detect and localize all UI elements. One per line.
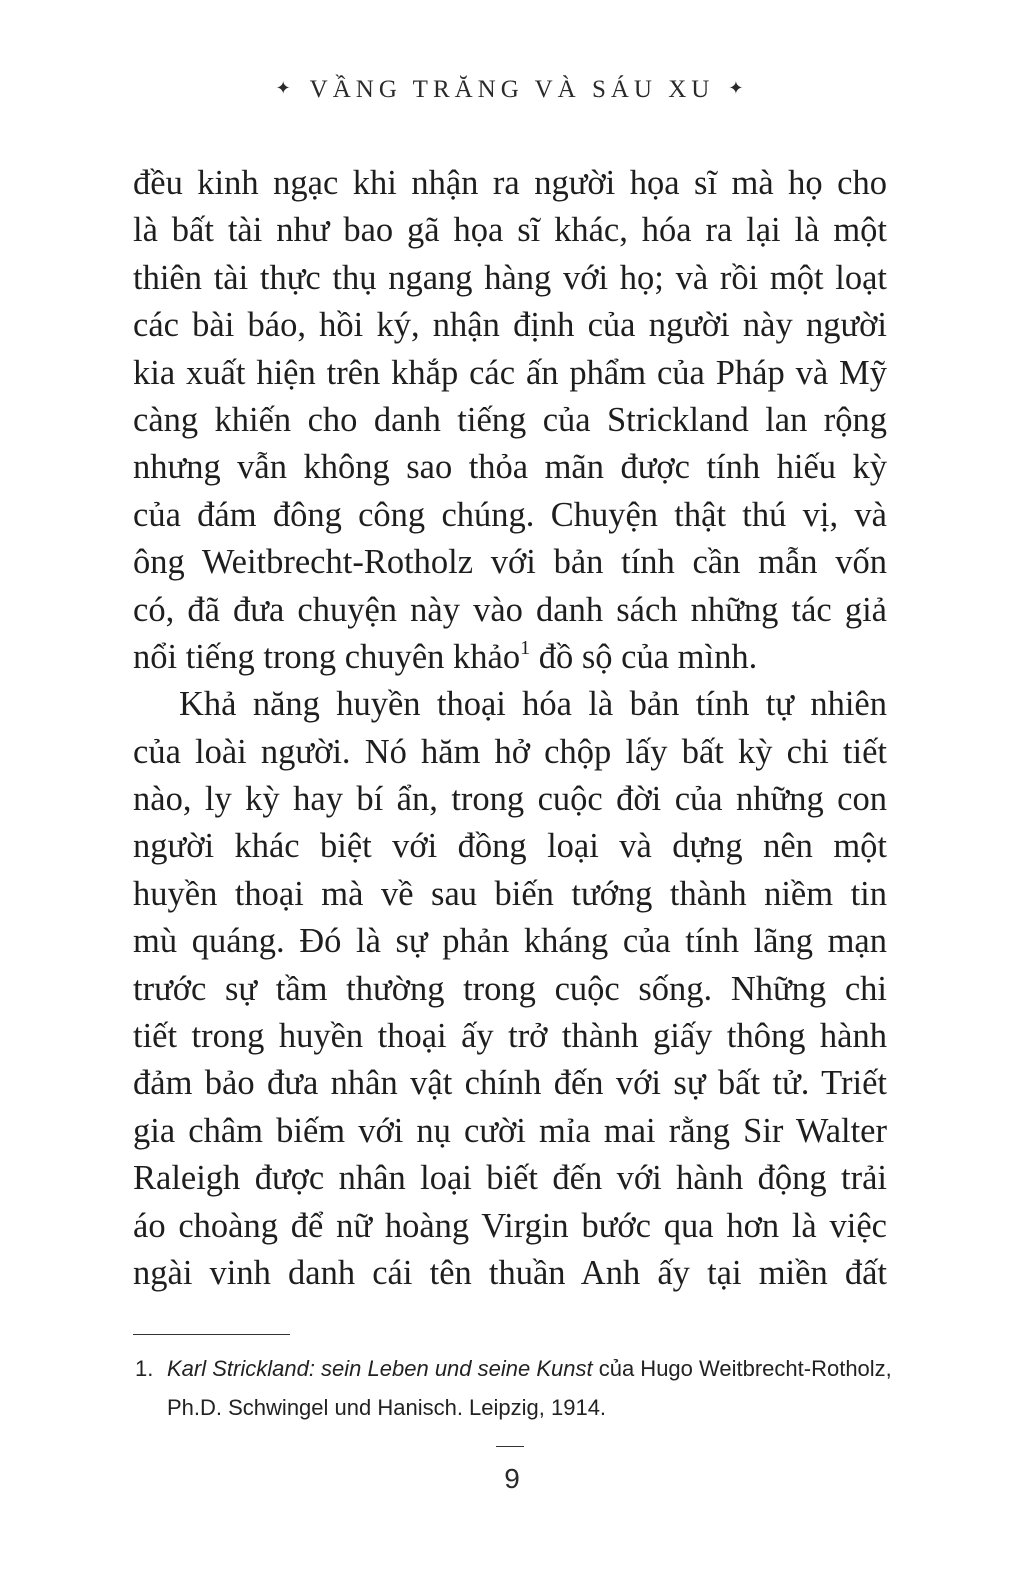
body-text (133, 160, 887, 1297)
text-line-with-footnote (133, 634, 887, 681)
text-line: có, đã đưa chuyện này vào danh sách những tác giả (133, 590, 887, 629)
text-line: đảm bảo đưa nhân vật chính đến với sự bất tử. Triết (133, 1064, 887, 1103)
footnote-text: của Hugo Weitbrecht-Rotholz, (592, 1356, 892, 1381)
text-line: là bất tài như bao gã họa sĩ khác, hóa ra lại là một (133, 211, 887, 250)
text-line: người khác biệt với đồng loại và dựng nên một (133, 827, 887, 866)
page-number: 9 (504, 1463, 520, 1494)
text-line: trước sự tầm thường trong cuộc sống. Những chi (133, 969, 887, 1008)
text-line: huyền thoại mà về sau biến tướng thành niềm tin (133, 874, 887, 913)
footnote-number: 1. (135, 1356, 154, 1381)
text-line: ngài vinh danh cái tên thuần Anh ấy tại miền đất (133, 1253, 887, 1292)
text-line: đều kinh ngạc khi nhận ra người họa sĩ mà họ cho (133, 164, 887, 202)
footnote-divider (133, 1334, 290, 1335)
footnote-book-title: Karl Strickland: sein Leben und seine Kunst (167, 1356, 593, 1381)
text-line: tiết trong huyền thoại ấy trở thành giấy thông hành (133, 1017, 887, 1056)
footnote-reference[interactable]: 1 (520, 636, 531, 659)
text-line: các bài báo, hồi ký, nhận định của người này người (133, 306, 887, 345)
paragraph-2 (133, 681, 887, 1297)
book-title: VẦNG TRĂNG VÀ SÁU XU (309, 76, 715, 103)
text-line: nhưng vẫn không sao thỏa mãn được tính hiếu kỳ (133, 448, 887, 487)
ornament-right-icon: ✦ (728, 78, 749, 98)
text-segment: nổi tiếng trong chuyên khảo (133, 637, 521, 676)
text-line: Raleigh được nhân loại biết đến với hành động trải (133, 1159, 887, 1198)
running-header (0, 76, 1024, 104)
text-line: của đám đông công chúng. Chuyện thật thú vị, và (133, 495, 887, 534)
paragraph-1 (133, 160, 887, 681)
text-line: thiên tài thực thụ ngang hàng với họ; và rồi một loạt (133, 258, 887, 297)
text-line: càng khiến cho danh tiếng của Strickland lan rộng (133, 400, 887, 439)
text-segment: đồ sộ của mình. (530, 637, 758, 676)
footnote (135, 1349, 895, 1427)
footnote-continuation: Ph.D. Schwingel und Hanisch. Leipzig, 1914. (167, 1395, 607, 1420)
text-line: áo choàng để nữ hoàng Virgin bước qua hơn là việc (133, 1206, 887, 1245)
text-line: mù quáng. Đó là sự phản kháng của tính lãng mạn (133, 922, 887, 961)
text-line: của loài người. Nó hăm hở chộp lấy bất kỳ chi tiết (133, 732, 887, 771)
text-line: kia xuất hiện trên khắp các ấn phẩm của Pháp và Mỹ (133, 353, 887, 392)
text-line: ông Weitbrecht-Rotholz với bản tính cần mẫn vốn (133, 543, 887, 582)
text-line: nào, ly kỳ hay bí ẩn, trong cuộc đời của những con (133, 780, 887, 819)
ornament-left-icon: ✦ (275, 78, 296, 98)
page-number-divider (496, 1446, 524, 1447)
text-line: gia châm biếm với nụ cười mỉa mai rằng Sir Walter (133, 1111, 887, 1150)
text-line: Khả năng huyền thoại hóa là bản tính tự nhiên (179, 685, 887, 724)
